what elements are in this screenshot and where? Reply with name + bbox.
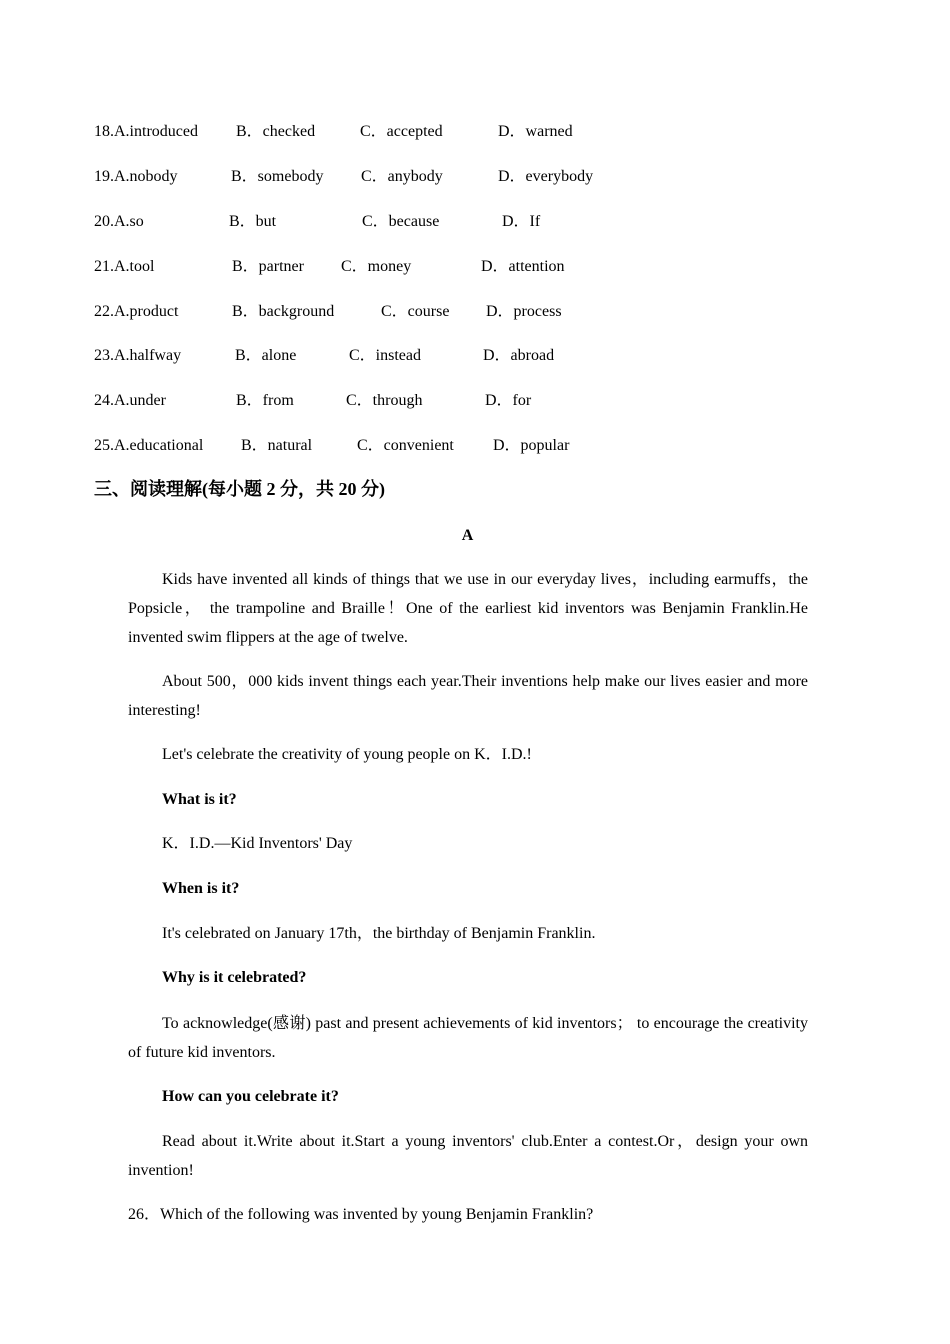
option-d: D．everybody [498,168,594,185]
passage-title: A [461,527,474,544]
option-c: C．money [341,258,412,275]
option-b: B．somebody [231,168,324,185]
option-d: D．attention [481,258,565,275]
question-26: 26．Which of the following was invented by young Benjamin Franklin? [128,1206,594,1223]
paragraph-why: To acknowledge(感谢) past and present achievements of kid inventors； to encourage the creativity of future kid inventors. [128,1015,808,1061]
section-heading: 三、阅读理解(每小题 2 分，共 20 分) [94,479,385,499]
option-a: 25.A.educational [94,437,204,454]
paragraph-count: About 500，000 kids invent things each year.Their inventions help make our lives easier and more interesting! [128,673,808,719]
option-c: C．course [381,303,450,320]
heading-when: When is it? [162,880,240,897]
option-c: C．convenient [357,437,454,454]
option-row-21 [94,255,794,279]
option-row-23 [94,344,794,368]
option-b: B．checked [236,123,316,140]
heading-why: Why is it celebrated? [162,969,307,986]
option-c: C．instead [349,347,421,364]
option-d: D．warned [498,123,573,140]
option-d: D．If [502,213,541,230]
option-row-18 [94,120,794,144]
option-b: B．from [236,392,294,409]
option-b: B．partner [232,258,304,275]
option-a: 24.A.under [94,392,166,409]
paragraph-how: Read about it.Write about it.Start a young inventors' club.Enter a contest.Or，design your own invention! [128,1133,808,1179]
option-b: B．natural [241,437,313,454]
option-row-19 [94,165,794,189]
option-b: B．alone [235,347,297,364]
option-a: 20.A.so [94,213,144,230]
option-row-25 [94,434,794,458]
option-row-24 [94,389,794,413]
option-d: D．abroad [483,347,555,364]
option-b: B．background [232,303,335,320]
option-a: 23.A.halfway [94,347,182,364]
option-a: 19.A.nobody [94,168,178,185]
option-row-20 [94,210,794,234]
option-a: 21.A.tool [94,258,155,275]
option-d: D．popular [493,437,570,454]
option-c: C．through [346,392,423,409]
option-a: 18.A.introduced [94,123,198,140]
paragraph-celebrate: Let's celebrate the creativity of young people on K．I.D.! [162,746,532,763]
option-row-22 [94,300,794,324]
option-d: D．process [486,303,562,320]
heading-how: How can you celebrate it? [162,1088,339,1105]
paragraph-when: It's celebrated on January 17th，the birthday of Benjamin Franklin. [162,925,596,942]
option-d: D．for [485,392,532,409]
option-a: 22.A.product [94,303,179,320]
paragraph-what: K．I.D.—Kid Inventors' Day [162,835,353,852]
option-c: C．accepted [360,123,443,140]
paragraph-intro: Kids have invented all kinds of things that we use in our everyday lives，including earmuffs，the Popsicle， the trampoline and Braille！One of the earliest kid inventors was Benjamin Franklin.He invented swim flippers at the age of twelve. [128,571,808,646]
heading-what: What is it? [162,791,237,808]
option-c: C．because [362,213,440,230]
option-b: B．but [229,213,277,230]
option-c: C．anybody [361,168,443,185]
